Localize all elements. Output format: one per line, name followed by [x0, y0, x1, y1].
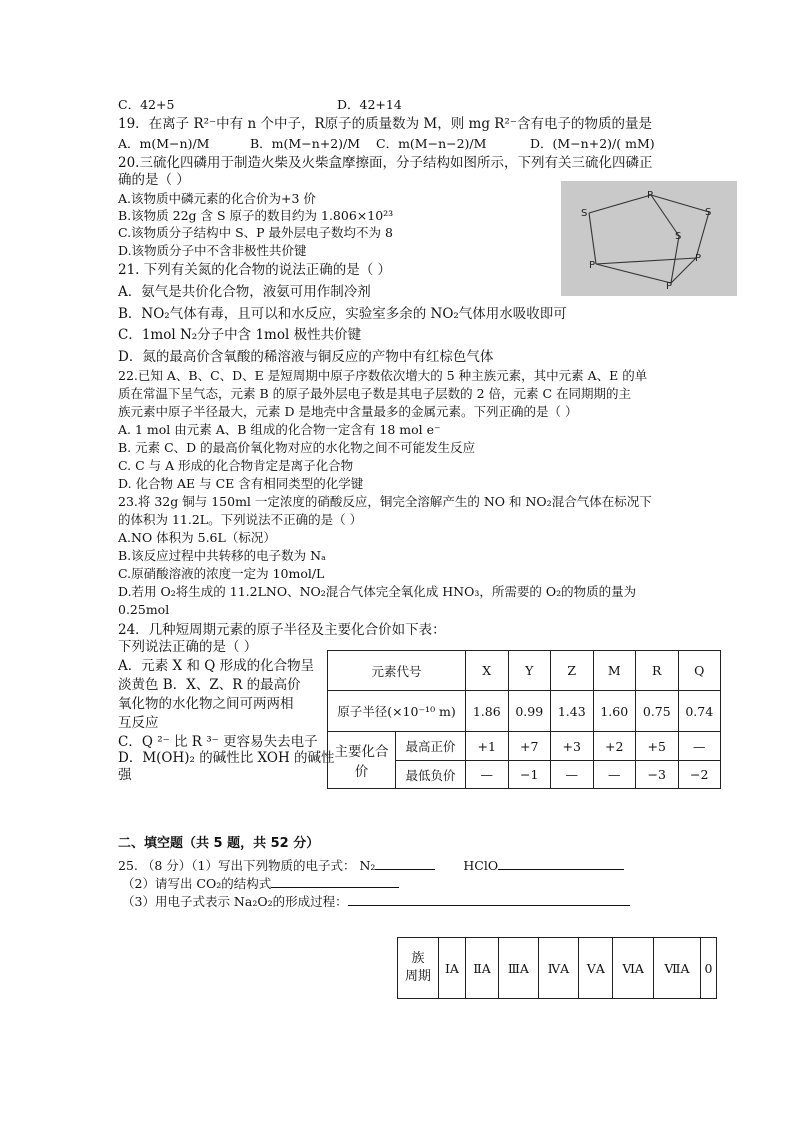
- q24-text-3: 淡黄色 B．X、Z、R 的最高价: [118, 677, 301, 693]
- group-1a: ⅠA: [439, 938, 466, 999]
- hclo-label: HClO: [463, 858, 499, 873]
- min-x: —: [466, 761, 509, 789]
- atom-s-left: S: [581, 208, 588, 219]
- q24-text-8: 强: [118, 767, 132, 783]
- q22-stem-2: 质在常温下呈气态，元素 B 的原子最外层电子数是其电子层数的 2 倍，元素 C 在同期期的主: [118, 386, 632, 401]
- max-m: +2: [593, 732, 636, 761]
- q24-option-d: D．M(OH)₂ 的碱性比 XOH 的碱性: [118, 750, 335, 766]
- q25-part3: [122, 893, 630, 910]
- atom-p-left: P: [589, 260, 596, 271]
- q23-option-d-cont: 0.25mol: [118, 602, 170, 617]
- co2-answer-blank[interactable]: [271, 875, 399, 888]
- q23-option-a: A.NO 体积为 5.6L（标况）: [118, 530, 276, 545]
- radius-y: 0.99: [508, 691, 551, 732]
- hclo-answer-blank[interactable]: [498, 857, 624, 870]
- q25-part1-label: 25. （8 分）（1）写出下列物质的电子式： N₂: [118, 858, 376, 873]
- q19-option-b: B．m(M−n+2)/M: [250, 136, 361, 151]
- q21-option-d: D．氮的最高价含氧酸的稀溶液与铜反应的产物中有红棕色气体: [118, 349, 494, 365]
- q24-text-1: 下列说法正确的是（ ）: [118, 639, 258, 655]
- q19-option-a: A．m(M−n)/M: [118, 136, 210, 151]
- q24-stem: 24．几种短周期元素的原子半径及主要化合价如下表：: [118, 622, 446, 638]
- q22-option-c: C. C 与 A 形成的化合物肯定是离子化合物: [118, 458, 354, 473]
- n2-answer-blank[interactable]: [375, 857, 435, 870]
- code-y: Y: [508, 651, 551, 691]
- group-2a: ⅡA: [465, 938, 498, 999]
- group-0: 0: [700, 938, 716, 999]
- header-max-valence: 最高正价: [396, 732, 466, 761]
- header-main-valence: 主要化合价: [328, 732, 396, 789]
- group-4a: ⅣA: [538, 938, 578, 999]
- q23-option-b: B.该反应过程中共转移的电子数为 Nₐ: [118, 548, 326, 563]
- q20-option-b: B.该物质 22g 含 S 原子的数目约为 1.806×10²³: [118, 208, 394, 223]
- element-table: [327, 650, 721, 789]
- min-m: —: [593, 761, 636, 789]
- q22-stem-1: 22.已知 A、B、C、D、E 是短周期中原子序数依次增大的 5 种主族元素，其中元素 A、E 的单: [118, 368, 648, 383]
- q18-option-c: C．42+5: [118, 97, 175, 112]
- corner-period-label: 周期: [404, 969, 431, 984]
- min-y: −1: [508, 761, 551, 789]
- q20-stem-1: 20.三硫化四磷用于制造火柴及火柴盒摩擦面，分子结构如图所示，下列有关三硫化四磷正: [118, 155, 653, 171]
- header-element-code: 元素代号: [328, 651, 466, 691]
- q19-option-c: C．m(M−n−2)/M: [376, 136, 487, 151]
- q24-option-a: A．元素 X 和 Q 形成的化合物呈: [118, 658, 315, 674]
- q21-option-c: C．1mol N₂分子中含 1mol 极性共价键: [118, 327, 362, 343]
- group-6a: ⅥA: [613, 938, 654, 999]
- atom-p-top: P: [647, 190, 654, 201]
- q22-option-d: D. 化合物 AE 与 CE 含有相同类型的化学键: [118, 476, 364, 491]
- corner-cell: [398, 938, 439, 999]
- q23-option-d: D.若用 O₂将生成的 11.2LNO、NO₂混合气体完全氧化成 HNO₃，所需要的 O₂的物质的量为: [118, 584, 637, 599]
- q24-text-4: 氧化物的水化物之间可两两相: [118, 696, 294, 712]
- min-q: −2: [678, 761, 721, 789]
- q24-option-c: C．Q ²⁻ 比 R ³⁻ 更容易失去电子: [118, 734, 318, 750]
- q20-option-a: A.该物质中磷元素的化合价为+3 价: [118, 191, 316, 206]
- q20-stem-2: 确的是（ ）: [118, 172, 190, 188]
- atom-s-middle: S: [675, 231, 682, 242]
- header-min-valence: 最低负价: [396, 761, 466, 789]
- q23-stem-1: 23.将 32g 铜与 150ml 一定浓度的硝酸反应，铜完全溶解产生的 NO 和 NO₂混合气体在标况下: [118, 494, 652, 509]
- radius-m: 1.60: [593, 691, 636, 732]
- q25-part2: [122, 875, 399, 892]
- q22-option-a: A. 1 mol 由元素 A、B 组成的化合物一定含有 18 mol e⁻: [118, 422, 441, 437]
- q24-text-5: 互反应: [118, 715, 159, 731]
- code-z: Z: [551, 651, 594, 691]
- q23-option-c: C.原硝酸溶液的浓度一定为 10mol/L: [118, 566, 325, 581]
- code-q: Q: [678, 651, 721, 691]
- corner-group-label: 族: [411, 951, 425, 966]
- q22-stem-3: 族元素中原子半径最大，元素 D 是地壳中含量最多的金属元素。下列正确的是（ ）: [118, 404, 578, 419]
- periodic-table-header: [397, 937, 717, 999]
- atom-p-bottom: P: [666, 281, 673, 292]
- max-z: +3: [551, 732, 594, 761]
- q21-option-a: A．氨气是共价化合物，液氨可用作制冷剂: [118, 284, 371, 300]
- q23-stem-2: 的体积为 11.2L。下列说法不正确的是（ ）: [118, 512, 363, 527]
- max-y: +7: [508, 732, 551, 761]
- atom-s-right: S: [705, 207, 712, 218]
- q20-option-d: D.该物质分子中不含非极性共价键: [118, 243, 307, 258]
- code-m: M: [593, 651, 636, 691]
- radius-z: 1.43: [551, 691, 594, 732]
- q19-option-d: D．(M−n+2)/( mM): [530, 136, 655, 151]
- code-r: R: [636, 651, 679, 691]
- q18-option-d: D．42+14: [337, 97, 402, 112]
- p4s3-molecule-figure: [561, 181, 737, 296]
- radius-q: 0.74: [678, 691, 721, 732]
- min-r: −3: [636, 761, 679, 789]
- max-r: +5: [636, 732, 679, 761]
- radius-x: 1.86: [466, 691, 509, 732]
- code-x: X: [466, 651, 509, 691]
- max-x: +1: [466, 732, 509, 761]
- min-z: —: [551, 761, 594, 789]
- max-q: —: [678, 732, 721, 761]
- q21-stem: 21. 下列有关氮的化合物的说法正确的是（ ）: [118, 262, 392, 278]
- group-7a: ⅦA: [653, 938, 700, 999]
- q21-option-b: B．NO₂气体有毒，且可以和水反应，实验室多余的 NO₂气体用水吸收即可: [118, 306, 567, 322]
- q25-part2-label: （2）请写出 CO₂的结构式: [122, 876, 272, 891]
- q20-option-c: C.该物质分子结构中 S、P 最外层电子数均不为 8: [118, 225, 393, 240]
- group-3a: ⅢA: [499, 938, 539, 999]
- q19-stem: 19．在离子 R²⁻中有 n 个中子，R原子的质量数为 M，则 mg R²⁻含有电子的物质的量是: [118, 116, 652, 132]
- na2o2-answer-blank[interactable]: [348, 893, 630, 906]
- radius-r: 0.75: [636, 691, 679, 732]
- q22-option-b: B. 元素 C、D 的最高价氧化物对应的水化物之间不可能发生反应: [118, 440, 476, 455]
- group-5a: ⅤA: [579, 938, 613, 999]
- section2-title: 二、填空题（共 5 题，共 52 分）: [118, 836, 320, 851]
- header-atomic-radius: 原子半径(×10⁻¹⁰ m): [328, 691, 466, 732]
- atom-p-right: P: [695, 253, 702, 264]
- q25-part1: [118, 857, 624, 874]
- q25-part3-label: （3）用电子式表示 Na₂O₂的形成过程：: [122, 894, 348, 909]
